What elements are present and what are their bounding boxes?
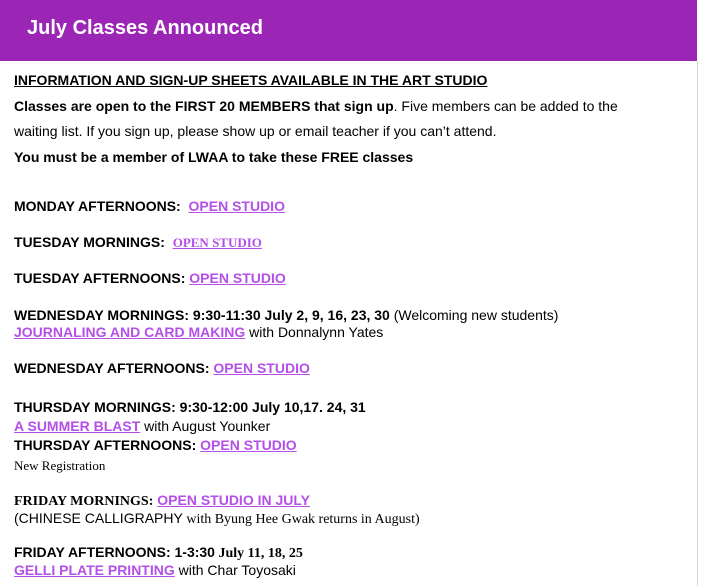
friday-mornings-label: FRIDAY MORNINGS:	[14, 494, 154, 509]
wednesday-afternoons-label: WEDNESDAY AFTERNOONS:	[14, 360, 210, 376]
thursday-mornings-label: THURSDAY MORNINGS: 9:30-12:00 July 10,17. 24, 31	[14, 399, 366, 415]
thursday-teacher: with August Younker	[140, 418, 271, 434]
wednesday-mornings-row	[14, 307, 558, 324]
journaling-card-making-link[interactable]: JOURNALING AND CARD MAKING	[14, 324, 246, 340]
gelli-plate-printing-link[interactable]: GELLI PLATE PRINTING	[14, 562, 175, 578]
wednesday-teacher: with Donnalynn Yates	[245, 324, 384, 340]
wednesday-class-row	[14, 324, 383, 341]
summer-blast-link[interactable]: A SUMMER BLAST	[14, 418, 141, 434]
content-border	[697, 61, 698, 586]
monday-open-studio-link[interactable]: OPEN STUDIO	[188, 198, 285, 214]
tuesday-mornings-row	[14, 234, 262, 251]
open-members-rest: . Five members can be added to the	[393, 98, 618, 114]
info-heading: INFORMATION AND SIGN-UP SHEETS AVAILABLE IN THE ART STUDIO	[14, 72, 488, 88]
monday-afternoons-row	[14, 198, 285, 215]
monday-afternoons-label: MONDAY AFTERNOONS:	[14, 198, 181, 214]
page-title: July Classes Announced	[27, 17, 263, 39]
friday-afternoons-dates: July 11, 18, 25	[214, 546, 303, 561]
wednesday-afternoons-row	[14, 360, 310, 377]
friday-class-row	[14, 562, 296, 579]
header-banner	[0, 0, 697, 61]
friday-afternoons-row	[14, 544, 303, 562]
wednesday-mornings-label: WEDNESDAY MORNINGS	[14, 307, 185, 323]
tuesday-afternoons-row	[14, 270, 286, 287]
thursday-class-row	[14, 418, 270, 435]
friday-mornings-row	[14, 492, 310, 510]
thursday-afternoons-row	[14, 437, 297, 454]
tuesday-afternoon-open-studio-link[interactable]: OPEN STUDIO	[189, 270, 286, 286]
thursday-afternoons-label: THURSDAY AFTERNOONS:	[14, 437, 197, 453]
tuesday-mornings-label: TUESDAY MORNINGS:	[14, 234, 165, 250]
friday-open-studio-july-link[interactable]: OPEN STUDIO IN JULY	[157, 492, 310, 508]
open-members-bold: Classes are open to the FIRST 20 MEMBERS that sign up	[14, 98, 394, 114]
calligraphy-note-b: with Byung Hee Gwak returns in August)	[182, 512, 420, 527]
wednesday-open-studio-link[interactable]: OPEN STUDIO	[213, 360, 310, 376]
calligraphy-note-row	[14, 510, 420, 528]
wednesday-mornings-note: (Welcoming new students)	[389, 307, 559, 323]
thursday-open-studio-link[interactable]: OPEN STUDIO	[200, 437, 297, 453]
new-registration-note: New Registration	[14, 458, 106, 473]
friday-afternoons-label: FRIDAY AFTERNOONS: 1-3:30	[14, 544, 215, 560]
open-members-line	[14, 98, 618, 115]
friday-teacher: with Char Toyosaki	[174, 562, 296, 578]
tuesday-morning-open-studio-link[interactable]: OPEN STUDIO	[172, 235, 262, 250]
membership-note: You must be a member of LWAA to take these FREE classes	[14, 149, 414, 165]
wednesday-mornings-times: : 9:30-11:30 July 2, 9, 16, 23, 30	[184, 307, 390, 323]
calligraphy-note-a: (CHINESE CALLIGRAPHY	[14, 510, 183, 526]
tuesday-afternoons-label: TUESDAY AFTERNOONS:	[14, 270, 186, 286]
waiting-list-line: waiting list. If you sign up, please show up or email teacher if you can’t attend.	[14, 123, 497, 139]
